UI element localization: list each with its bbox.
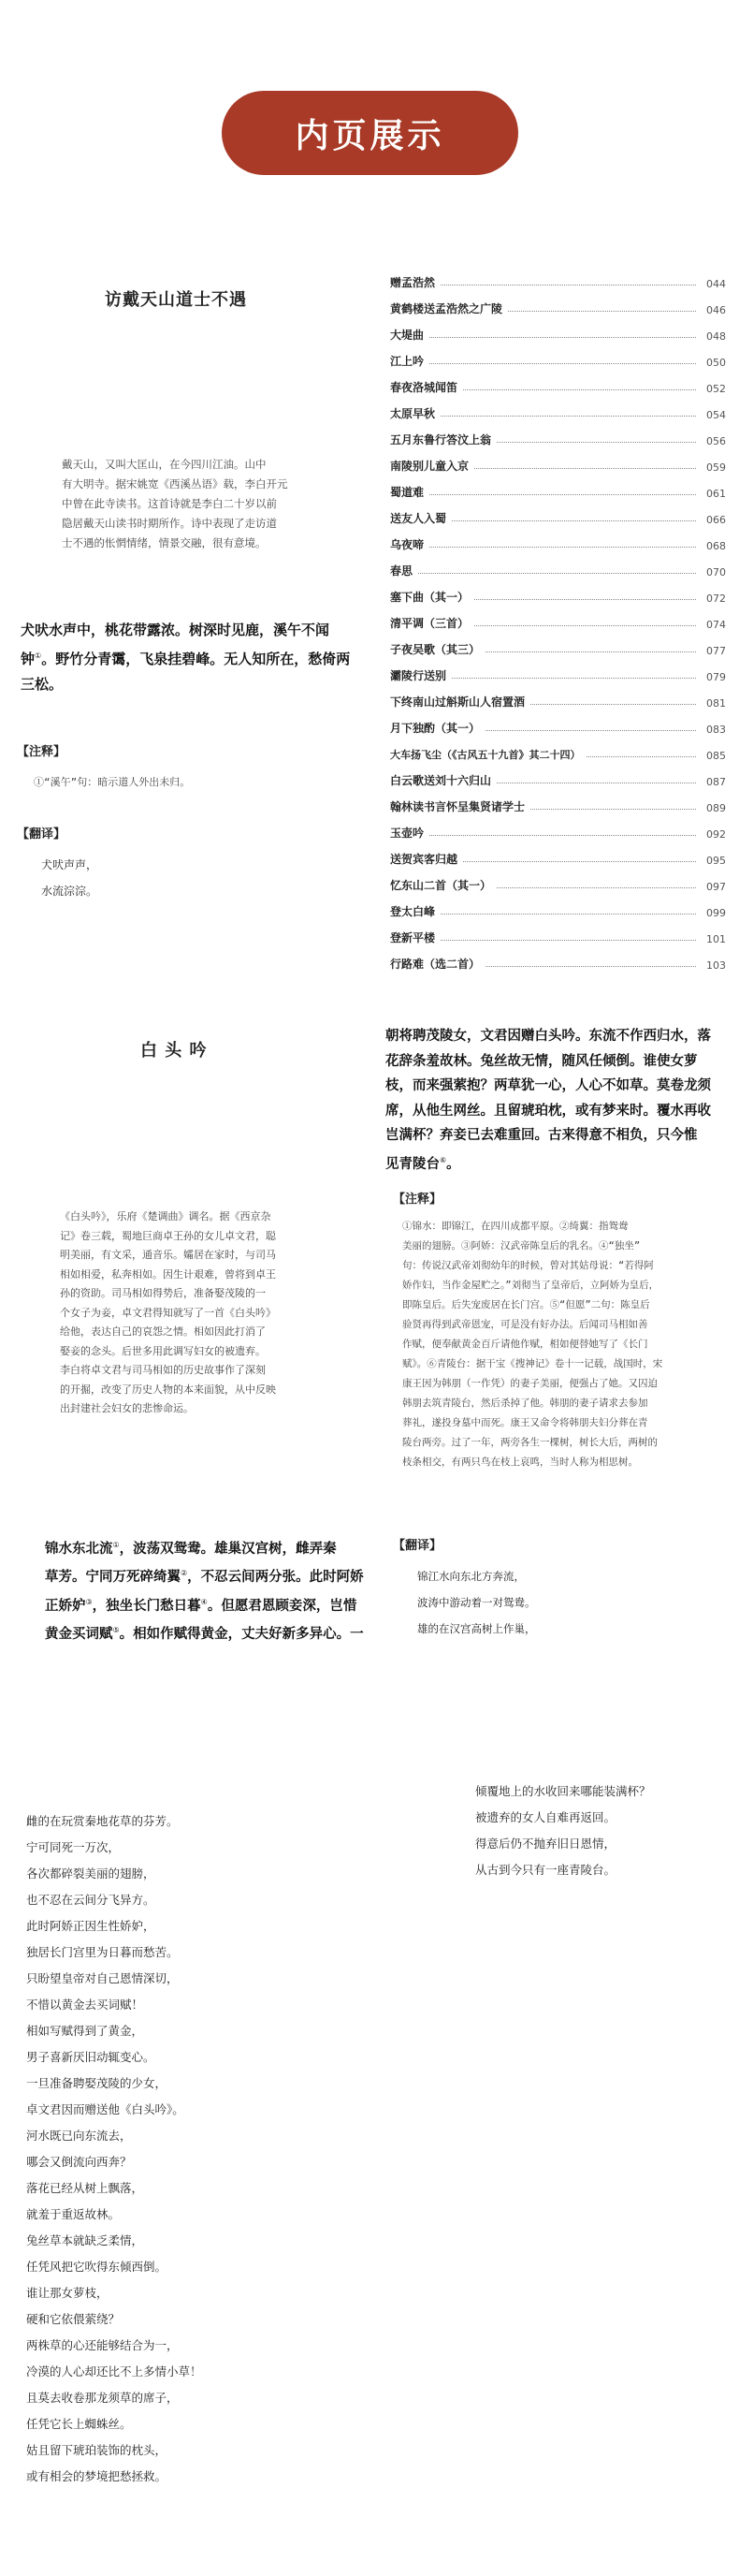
toc-page: 044	[706, 278, 726, 290]
translation-line: 兔丝草本就缺乏柔情，	[26, 2233, 144, 2247]
toc-entry[interactable]	[390, 421, 726, 447]
toc-page: 048	[706, 330, 726, 343]
poem-fragment: ，不忍云间两分张。此时阿娇	[187, 1569, 364, 1586]
toc-leader	[452, 678, 696, 679]
translation-line: 倾覆地上的水收回来哪能装满杯？	[475, 1784, 651, 1798]
translation-line: 或有相会的梦境把愁拯救。	[26, 2469, 167, 2483]
toc-page: 103	[706, 959, 726, 972]
intro-line: 戴天山，又叫大匡山，在今四川江油。山中	[62, 458, 267, 471]
toc-entry[interactable]	[390, 710, 726, 736]
toc-entry[interactable]	[390, 316, 726, 343]
intro-line: 士不遇的怅惘情绪，情景交融，很有意境。	[62, 536, 267, 549]
toc-leader	[418, 573, 696, 574]
toc-leader	[474, 599, 696, 600]
intro-line: 出封建社会妇女的悲惨命运。	[60, 1402, 194, 1414]
poem-body	[21, 618, 376, 697]
toc-title: 太原早秋	[390, 407, 436, 420]
translation-line: 从古到今只有一座青陵台。	[475, 1863, 616, 1877]
poem-line	[45, 1590, 372, 1618]
page-banner: 内页展示	[222, 91, 518, 175]
poem-fragment: 正娇妒	[45, 1597, 86, 1614]
intro-line: 记》卷三载，蜀地巨商卓王孙的女儿卓文君，聪	[60, 1229, 276, 1242]
note-line: 句：传说汉武帝刘彻幼年的时候，曾对其姑母说：“若得阿	[402, 1260, 654, 1271]
translation-label: 【翻译】	[393, 1539, 442, 1553]
toc-entry[interactable]	[390, 736, 726, 762]
poem-fragment: ，独坐长门愁日暮	[92, 1597, 201, 1614]
translation-line: 两株草的心还能够结合为一，	[26, 2338, 179, 2352]
poem-fragment: 黄金买词赋	[45, 1625, 113, 1642]
toc-page: 089	[706, 802, 726, 814]
toc-title: 登太白峰	[390, 905, 436, 918]
translation-line: 只盼望皇帝对自己恩情深切，	[26, 1971, 179, 1985]
poem-line: 岂满杯？弃妾已去难重回。古来得意不相负，只今惟	[385, 1127, 698, 1143]
translation-line: 此时阿娇正因生性娇妒，	[26, 1919, 155, 1933]
toc-title: 白云歌送刘十六归山	[390, 774, 492, 787]
poem-intro	[60, 1208, 369, 1419]
poem-fragment: 钟	[21, 651, 36, 667]
toc-title: 春夜洛城闻笛	[390, 381, 458, 394]
toc-title: 登新平楼	[390, 931, 436, 944]
note-line: 作赋，便奉献黄金百斤请他作赋，相如便替她写了《长门	[402, 1339, 648, 1350]
note-line: 枝条相交，有两只鸟在枝上哀鸣，当时人称为相思树。	[402, 1456, 638, 1468]
note-ref: ①	[112, 1541, 120, 1549]
toc-leader	[587, 756, 697, 757]
toc-entry[interactable]	[390, 369, 726, 395]
note-line: 赋》。⑥青陵台：据干宝《搜神记》卷十一记载，战国时，宋	[402, 1358, 663, 1369]
toc-entry[interactable]	[390, 893, 726, 919]
toc-title: 蜀道难	[390, 486, 425, 499]
toc-entry[interactable]	[390, 290, 726, 316]
toc-leader	[485, 966, 696, 967]
note-ref: ③	[85, 1597, 93, 1606]
poem-line	[45, 1533, 372, 1561]
translation-right	[475, 1778, 728, 1883]
note-line: ①锦水：即锦江，在四川成都平原。②绮翼：指鸳鸯	[402, 1221, 629, 1232]
toc-page: 092	[706, 828, 726, 841]
toc-title: 翰林读书言怀呈集贤诸学士	[390, 800, 526, 813]
toc-entry[interactable]	[390, 343, 726, 369]
poem-fragment: 。但愿君恩顾妾深，岂惜	[207, 1597, 357, 1614]
translation-label: 【翻译】	[17, 827, 66, 842]
translation-line: 各次都碎裂美丽的翅膀，	[26, 1866, 155, 1881]
poem-fragment: 见青陵台	[385, 1155, 440, 1172]
translation-line: 不惜以黄金去买词赋！	[26, 1998, 144, 2012]
poem-line	[45, 1561, 372, 1589]
intro-line: 相如相爱，私奔相如。因生计艰难，曾将到卓王	[60, 1267, 276, 1281]
toc-leader	[429, 337, 696, 338]
toc-title: 春思	[390, 564, 413, 578]
translation-line: 硬和它依偎萦绕？	[26, 2312, 121, 2326]
toc-leader	[497, 442, 696, 443]
translation	[41, 852, 97, 904]
toc-title: 下终南山过斛斯山人宿置酒	[390, 695, 526, 709]
toc-page: 087	[706, 776, 726, 788]
toc-leader	[474, 468, 696, 469]
toc-page: 066	[706, 514, 726, 526]
intro-line: 娶妾的念头。后世多用此调写妇女的被遗弃。	[60, 1344, 266, 1357]
poem-title: 访戴天山道士不遇	[105, 290, 247, 310]
toc-leader	[485, 651, 696, 652]
poem-title: 白 头 吟	[140, 1041, 208, 1061]
toc-page: 061	[706, 488, 726, 500]
toc-page: 083	[706, 724, 726, 736]
toc-entry[interactable]	[390, 474, 726, 500]
toc-page: 101	[706, 933, 726, 945]
translation-line: 也不忍在云间分飞异方。	[26, 1893, 155, 1907]
toc-entry[interactable]	[390, 657, 726, 683]
toc-entry[interactable]	[390, 605, 726, 631]
note-line: 葬礼，遂投身墓中而死。康王又命令将韩朋夫妇分葬在青	[402, 1417, 648, 1428]
translation-line: 独居长门宫里为日暮而愁苦。	[26, 1945, 179, 1959]
translation-line: 相如写赋得到了黄金，	[26, 2024, 144, 2038]
toc-leader	[441, 940, 696, 941]
poem-line	[45, 1618, 372, 1647]
intro-line: 明美丽，有文采，通音乐。孀居在家时，与司马	[60, 1249, 276, 1261]
intro-line: 孙的资助。司马相如得势后，准备娶茂陵的一	[60, 1287, 266, 1299]
translation-line: 雌的在玩赏秦地花草的芬芳。	[26, 1814, 179, 1828]
poem-line: 犬吠水声中，桃花带露浓。树深时见鹿，溪午不闻	[21, 622, 330, 638]
translation-line: 得意后仍不抛弃旧日恩情，	[475, 1837, 616, 1851]
toc-title: 灞陵行送别	[390, 669, 447, 682]
translation-line: 卓文君因而赠送他《白头吟》。	[26, 2102, 184, 2116]
toc-leader	[441, 416, 696, 417]
note-ref: ④	[200, 1597, 208, 1606]
toc-page: 079	[706, 671, 726, 683]
toc-leader	[452, 520, 696, 521]
poem-intro	[62, 455, 370, 553]
toc-page: 068	[706, 540, 726, 552]
toc-page: 072	[706, 593, 726, 605]
toc-page: 070	[706, 566, 726, 578]
poem-line	[21, 643, 376, 672]
toc-title: 送贺宾客归越	[390, 853, 458, 866]
intro-line: 《白头吟》，乐府《楚调曲》调名。据《西京杂	[60, 1210, 271, 1222]
note-line: 验贤再得到武帝恩宠，可是没有好办法。后闻司马相如善	[402, 1319, 648, 1330]
notes-label: 【注释】	[17, 745, 66, 759]
toc-leader	[429, 547, 696, 548]
toc-page: 085	[706, 750, 726, 762]
toc-page: 099	[706, 907, 726, 919]
translation-line: 且莫去收卷那龙须草的席子，	[26, 2391, 179, 2405]
note-ref: ⑥	[440, 1155, 447, 1164]
translation-left	[26, 1808, 372, 2490]
intro-line: 隐居戴天山读书时期所作。诗中表现了走访道	[62, 517, 277, 530]
poem-line: 席，从他生网丝。且留琥珀枕，或有梦来时。覆水再收	[385, 1102, 711, 1119]
note-line: 美丽的翅膀。③阿娇：汉武帝陈皇后的乳名。④“独坐”	[402, 1240, 641, 1251]
toc-title: 清平调（三首）	[390, 617, 470, 630]
toc-entry[interactable]	[390, 264, 726, 290]
toc-entry[interactable]	[390, 867, 726, 893]
poem-fragment: 锦水东北流	[45, 1540, 113, 1557]
toc-leader	[429, 494, 696, 495]
toc-entry[interactable]	[390, 447, 726, 474]
poem-line: 花辞条羞故林。兔丝故无情，随风任倾倒。谁使女萝	[385, 1052, 698, 1069]
translation-line: 锦江水向东北方奔流，	[417, 1570, 525, 1583]
translation-line: 一旦准备聘娶茂陵的少女，	[26, 2076, 167, 2090]
translation-line: 宁可同死一万次，	[26, 1840, 121, 1854]
intro-line: 中曾在此寺读书。这首诗就是李白二十岁以前	[62, 497, 277, 510]
toc-page: 059	[706, 461, 726, 474]
translation-line: 犬吠声声，	[41, 858, 98, 871]
toc-entry[interactable]	[390, 919, 726, 945]
note-ref: ①	[35, 651, 42, 660]
note-ref: ②	[181, 1569, 188, 1578]
toc-leader	[441, 914, 696, 915]
toc-leader	[429, 363, 696, 364]
notes-block	[402, 1217, 732, 1472]
note-text: ①“溪午”句：暗示道人外出未归。	[34, 776, 191, 788]
toc-entry[interactable]	[390, 814, 726, 841]
translation-line: 姑且留下琥珀装饰的枕头，	[26, 2443, 167, 2457]
notes-label: 【注释】	[393, 1193, 442, 1207]
toc-entry[interactable]	[390, 683, 726, 710]
table-of-contents	[390, 264, 726, 972]
translation-line: 任凭风把它吹得东倾西倒。	[26, 2260, 167, 2274]
note-ref: ⑤	[112, 1625, 120, 1634]
note-line: 韩朋去筑青陵台，然后杀掉了他。韩朋的妻子请求去参加	[402, 1398, 648, 1409]
toc-entry[interactable]	[390, 788, 726, 814]
poem-line: 枝，而来强萦抱？两草犹一心，人心不如草。莫卷龙须	[385, 1077, 711, 1093]
toc-entry[interactable]	[390, 526, 726, 552]
intro-line: 个女子为妾，卓文君得知就写了一首《白头吟》	[60, 1306, 276, 1319]
toc-title: 五月东鲁行答汶上翁	[390, 433, 492, 446]
intro-line: 李白将卓文君与司马相如的历史故事作了深刻	[60, 1364, 266, 1376]
poem-line	[385, 1149, 733, 1177]
poem-fragment: ，波荡双鸳鸯。雄巢汉宫树，雌弄秦	[119, 1540, 337, 1557]
toc-leader	[429, 835, 696, 836]
toc-title: 赠孟浩然	[390, 276, 436, 289]
translation-line: 雄的在汉宫高树上作巢，	[417, 1622, 536, 1635]
poem-body	[45, 1533, 372, 1647]
toc-page: 095	[706, 855, 726, 867]
toc-leader	[474, 625, 696, 626]
translation-line: 就羞于重返故林。	[26, 2207, 121, 2221]
toc-title: 南陵别儿童入京	[390, 460, 470, 473]
intro-line: 的开掘，改变了历史人物的本来面貌，从中反映	[60, 1383, 276, 1396]
toc-leader	[530, 704, 696, 705]
intro-line: 给他，表达自己的哀怨之情。相如因此打消了	[60, 1325, 266, 1338]
translation-line: 任凭它长上蜘蛛丝。	[26, 2417, 132, 2431]
toc-entry[interactable]	[390, 945, 726, 972]
poem-fragment: 。相如作赋得黄金，丈夫好新多异心。一	[119, 1625, 364, 1642]
toc-entry[interactable]	[390, 578, 726, 605]
toc-page: 054	[706, 409, 726, 421]
toc-title: 塞下曲（其一）	[390, 591, 470, 604]
toc-title: 送友人入蜀	[390, 512, 447, 525]
translation	[417, 1563, 536, 1642]
note-line: 康王因为韩朋（一作凭）的妻子美丽，便强占了她。又囚迫	[402, 1378, 658, 1389]
toc-title: 大车扬飞尘（《古风五十九首》其二十四）	[390, 749, 581, 761]
translation-line: 落花已经从树上飘落，	[26, 2181, 144, 2195]
toc-leader	[497, 887, 696, 888]
poem-continuation	[385, 1024, 733, 1177]
poem-fragment: 草芳。宁同万死碎绮翼	[45, 1569, 181, 1586]
toc-page: 074	[706, 619, 726, 631]
translation-line: 哪会又倒流向西奔？	[26, 2155, 132, 2169]
translation-line: 男子喜新厌旧动辄变心。	[26, 2050, 155, 2064]
poem-line: 三松。	[21, 676, 64, 693]
toc-title: 玉壶吟	[390, 827, 425, 840]
toc-leader	[463, 389, 696, 390]
translation-line: 冷漠的人心却还比不上多情小草！	[26, 2364, 202, 2378]
translation-line: 被遗弃的女人自难再返回。	[475, 1810, 616, 1824]
toc-page: 050	[706, 357, 726, 369]
toc-entry[interactable]	[390, 552, 726, 578]
toc-title: 子夜吴歌（其三）	[390, 643, 481, 656]
toc-page: 097	[706, 881, 726, 893]
toc-title: 乌夜啼	[390, 538, 425, 551]
toc-entry[interactable]	[390, 631, 726, 657]
toc-entry[interactable]	[390, 762, 726, 788]
toc-entry[interactable]	[390, 500, 726, 526]
translation-line: 水流淙淙。	[41, 885, 98, 898]
toc-leader	[463, 861, 696, 862]
toc-page: 077	[706, 645, 726, 657]
toc-title: 黄鹤楼送孟浩然之广陵	[390, 302, 503, 315]
toc-title: 月下独酌（其一）	[390, 722, 481, 735]
toc-title: 大堤曲	[390, 329, 425, 342]
translation-line: 河水既已向东流去，	[26, 2129, 132, 2143]
translation-line: 波涛中游动着一对鸳鸯。	[417, 1596, 536, 1609]
intro-line: 有大明寺。据宋姚宽《西溪丛语》载，李白开元	[62, 477, 288, 490]
translation-line: 谁让那女萝枝，	[26, 2286, 109, 2300]
note-line: 娇作妇，当作金屋贮之。”刘彻当了皇帝后，立阿娇为皇后，	[402, 1280, 659, 1291]
poem-line: 朝将聘茂陵女，文君因赠白头吟。东流不作西归水，落	[385, 1028, 711, 1044]
poem-fragment: 。	[446, 1155, 460, 1172]
poem-fragment: 。野竹分青霭，飞泉挂碧峰。无人知所在，愁倚两	[41, 651, 351, 667]
toc-leader	[530, 809, 696, 810]
toc-leader	[508, 311, 696, 312]
toc-page: 046	[706, 304, 726, 316]
toc-title: 江上吟	[390, 355, 425, 368]
toc-page: 056	[706, 435, 726, 447]
toc-entry[interactable]	[390, 841, 726, 867]
toc-title: 忆东山二首（其一）	[390, 879, 492, 892]
toc-page: 052	[706, 383, 726, 395]
toc-entry[interactable]	[390, 395, 726, 421]
note-line: 陵台两旁。过了一年，两旁各生一棵树，树长大后，两树的	[402, 1437, 658, 1448]
toc-page: 081	[706, 697, 726, 710]
toc-title: 行路难（选二首）	[390, 958, 481, 971]
toc-leader	[485, 730, 696, 731]
note-line: 即陈皇后。后失宠废居在长门宫。⑤“但愿”二句：陈皇后	[402, 1299, 650, 1310]
